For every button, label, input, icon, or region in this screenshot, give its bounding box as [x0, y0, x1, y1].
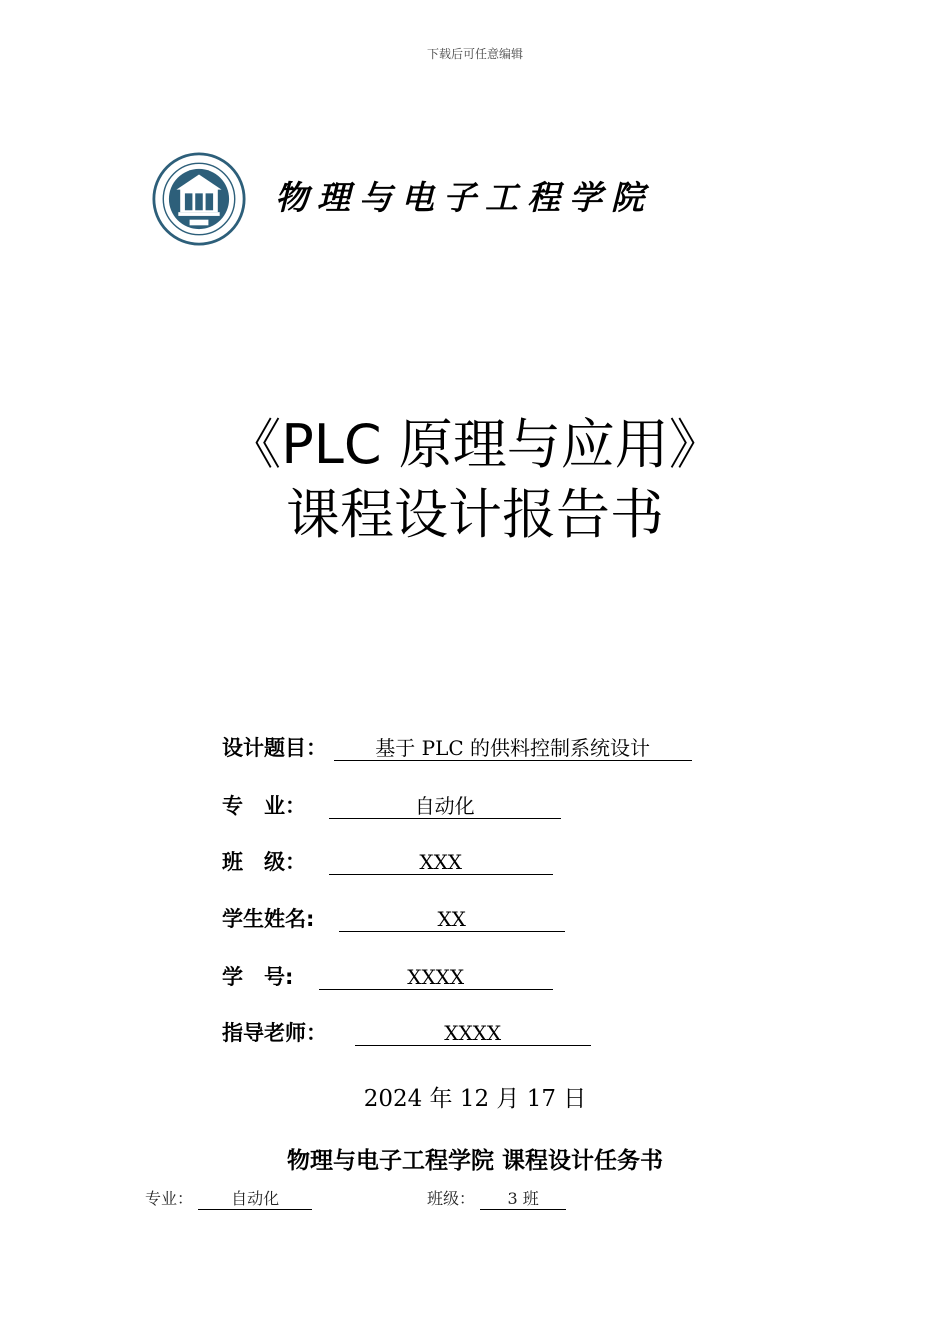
title-line-report: 课程设计报告书: [286, 483, 664, 546]
field-major-value: 自动化: [329, 794, 561, 819]
field-topic-label: 设计题目：: [222, 736, 327, 760]
task-major-label: 专业：: [145, 1189, 194, 1208]
field-student-id: [222, 961, 553, 991]
field-topic: [222, 732, 692, 762]
report-title: [0, 410, 950, 550]
task-major-value: 自动化: [198, 1186, 312, 1210]
header-note: 下载后可任意编辑: [426, 47, 523, 61]
title-line-course: 《PLC 原理与应用》: [227, 413, 723, 476]
field-class: [222, 846, 553, 876]
field-student-name-value: XX: [339, 907, 565, 932]
task-book-title: 物理与电子工程学院 课程设计任务书: [286, 1148, 663, 1174]
task-class: [427, 1186, 566, 1210]
task-class-value: 3 班: [480, 1186, 566, 1210]
field-major-label: 专 业：: [222, 794, 306, 818]
field-advisor: [222, 1017, 591, 1047]
field-class-label: 班 级：: [222, 850, 306, 874]
field-class-value: XXX: [329, 850, 553, 875]
field-student-name-label: 学生姓名:: [222, 907, 315, 931]
field-student-id-value: XXXX: [319, 965, 553, 990]
report-date: 2024 年 12 月 17 日: [363, 1086, 587, 1112]
field-student-id-label: 学 号:: [222, 965, 294, 989]
university-seal-icon: [152, 152, 246, 246]
field-topic-value: 基于 PLC 的供料控制系统设计: [334, 736, 692, 761]
field-advisor-label: 指导老师：: [222, 1021, 327, 1045]
field-student-name: [222, 903, 565, 933]
task-major: [145, 1186, 312, 1210]
task-class-label: 班级：: [427, 1189, 476, 1208]
college-name: 物理与电子工程学院: [275, 178, 653, 217]
field-major: [222, 790, 561, 820]
field-advisor-value: XXXX: [355, 1021, 591, 1046]
